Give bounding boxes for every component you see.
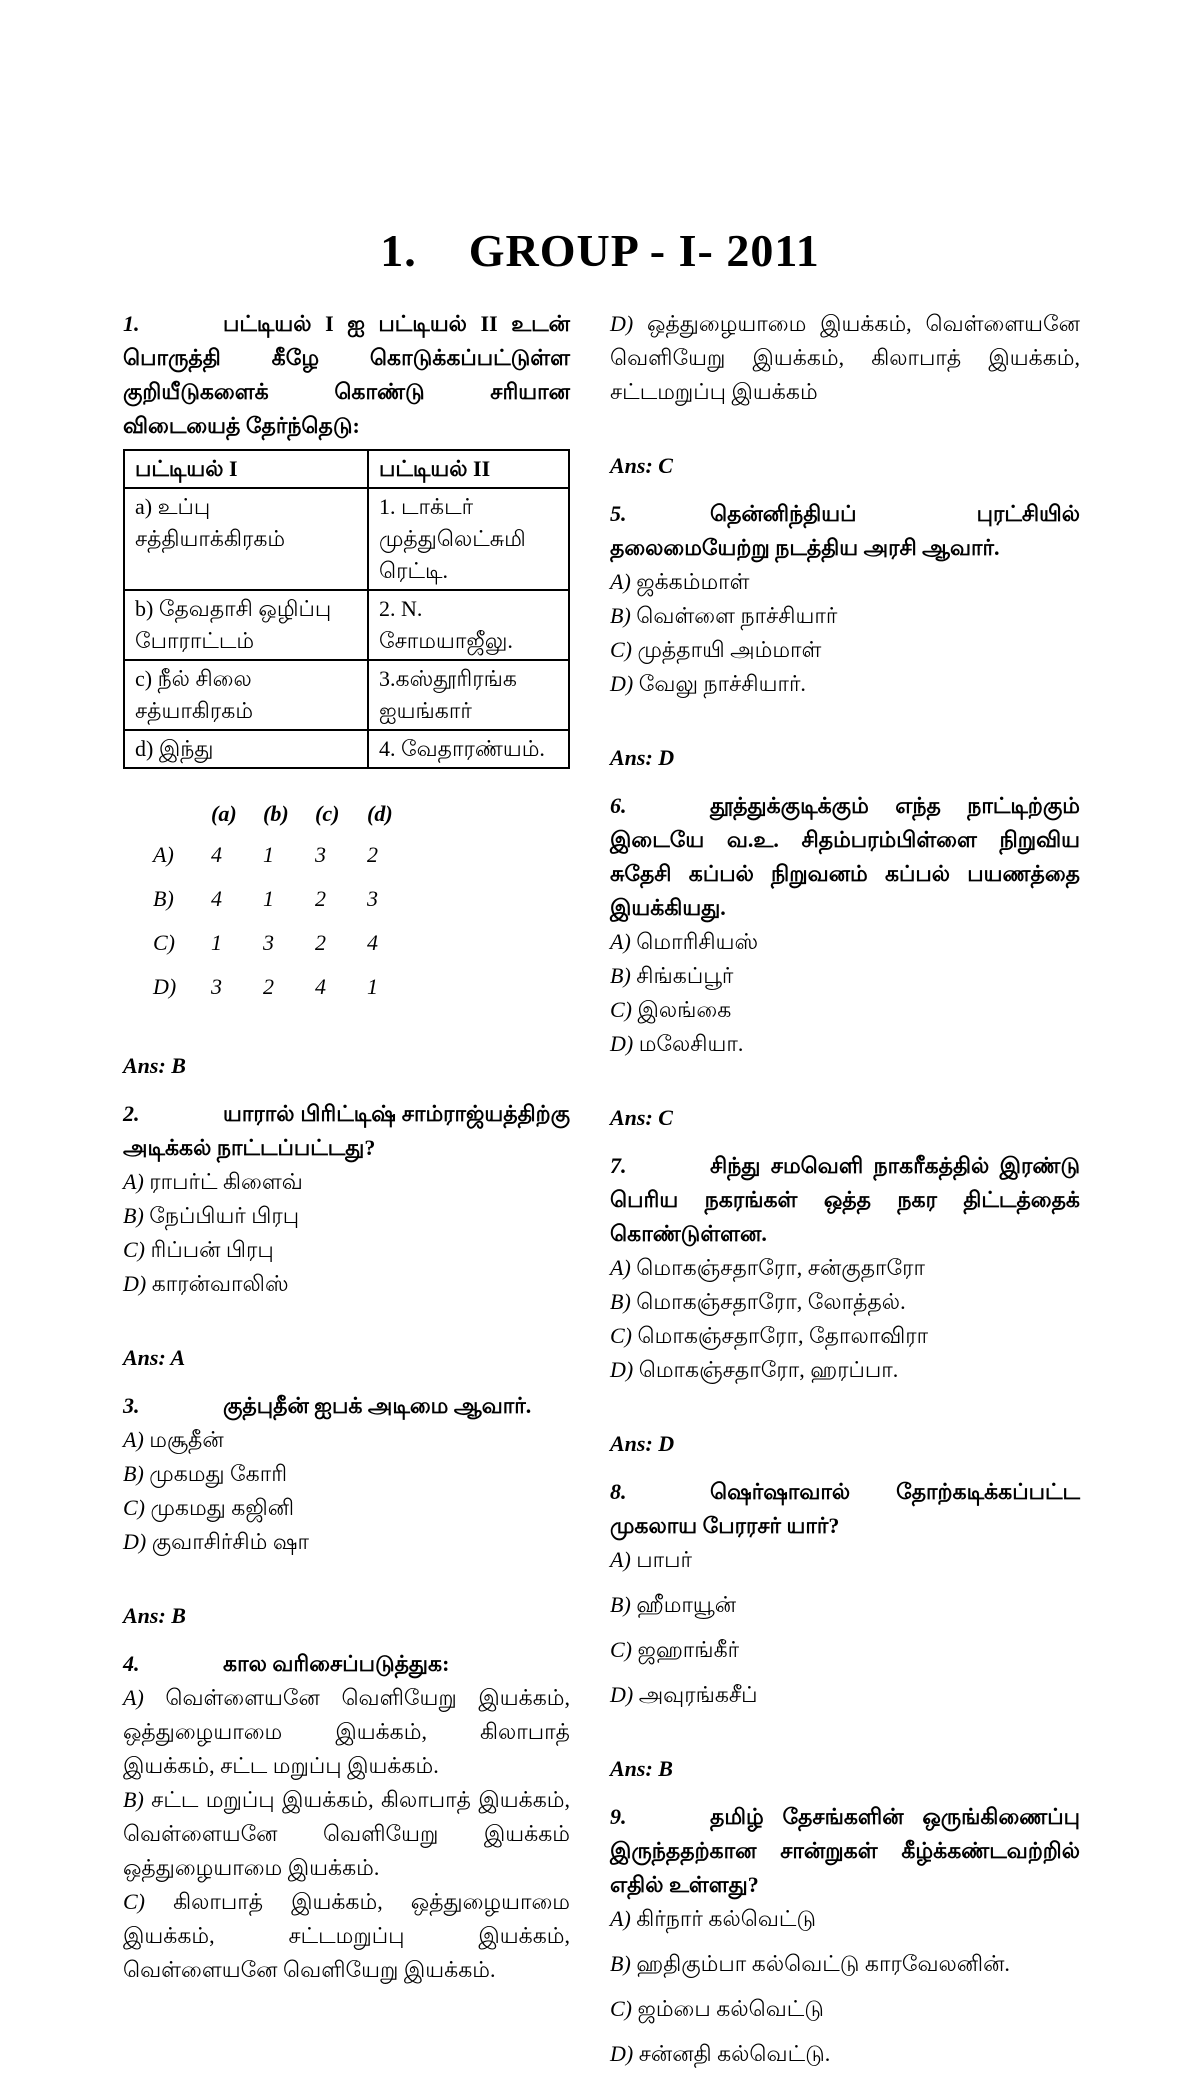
option bbox=[610, 959, 1080, 993]
matrix-row bbox=[153, 965, 419, 1009]
option bbox=[610, 1353, 1080, 1387]
matrix-header: (a) bbox=[211, 801, 237, 826]
option-text: காரன்வாலிஸ் bbox=[151, 1271, 289, 1296]
option-text: வெள்ளை நாச்சியார் bbox=[636, 603, 838, 628]
option-label: C) bbox=[610, 1323, 632, 1348]
question-number: 3. bbox=[123, 1393, 140, 1418]
match-table-header-list2: பட்டியல் II bbox=[368, 450, 569, 488]
option bbox=[123, 1423, 570, 1457]
matrix-header: (c) bbox=[315, 801, 340, 826]
answer-line: Ans: B bbox=[123, 1053, 186, 1078]
option-text: முத்தாயி அம்மாள் bbox=[637, 637, 822, 662]
match-cell: c) நீல் சிலை சத்யாகிரகம் bbox=[124, 660, 368, 730]
matrix-row-label: A) bbox=[153, 842, 174, 867]
option-text: மொகஞ்சதாரோ, லோத்தல். bbox=[636, 1289, 906, 1314]
option-text: மொரிசியஸ் bbox=[636, 929, 759, 954]
option-text: ஒத்துழையாமை இயக்கம், வெள்ளையனே வெளியேறு இயக்கம், கிலாபாத் இயக்கம், சட்டமறுப்பு இயக்கம் bbox=[610, 311, 1081, 404]
question-8 bbox=[610, 1475, 1080, 1786]
question-text: தூத்துக்குடிக்கும் எந்த நாட்டிற்கும் இடையே வ.உ. சிதம்பரம்பிள்ளை நிறுவிய சுதேசி கப்பல் நிறுவனம் கப்பல் பயணத்தை இயக்கியது. bbox=[610, 793, 1080, 920]
option bbox=[610, 565, 1080, 599]
option-label: A) bbox=[610, 1906, 631, 1931]
matrix-row bbox=[153, 877, 419, 921]
match-table-header-list1: பட்டியல் I bbox=[124, 450, 368, 488]
option-text: மொகஞ்சதாரோ, தோலாவிரா bbox=[637, 1323, 929, 1348]
matrix-value: 4 bbox=[211, 842, 222, 867]
option-text: முகமது கோரி bbox=[149, 1461, 288, 1486]
answer-line: Ans: C bbox=[610, 453, 673, 478]
option-text: ஜம்பை கல்வெட்டு bbox=[637, 1996, 824, 2021]
option-label: B) bbox=[123, 1461, 144, 1486]
option bbox=[123, 1525, 570, 1559]
question-4-continued bbox=[610, 307, 1080, 483]
option bbox=[610, 1251, 1080, 1285]
option-label: D) bbox=[610, 311, 634, 336]
option-text: வெள்ளையனே வெளியேறு இயக்கம், ஒத்துழையாமை இயக்கம், கிலாபாத் இயக்கம், சட்ட மறுப்பு இயக்கம். bbox=[123, 1685, 570, 1778]
question-4 bbox=[123, 1647, 570, 1987]
option-label: A) bbox=[123, 1427, 144, 1452]
match-table-row bbox=[124, 488, 569, 590]
option-label: C) bbox=[610, 1637, 632, 1662]
option bbox=[123, 1457, 570, 1491]
question-text: பட்டியல் I ஐ பட்டியல் II உடன் பொருத்தி கீழே கொடுக்கப்பட்டுள்ள குறியீடுகளைக் கொண்டு சரியான விடையைத் தேர்ந்தெடு: bbox=[123, 311, 570, 438]
matrix-row-label: D) bbox=[153, 974, 177, 999]
matrix-header-row bbox=[153, 795, 419, 833]
question-6-head bbox=[610, 789, 1080, 925]
question-3-head bbox=[123, 1389, 570, 1423]
option-text: ராபர்ட் கிளைவ் bbox=[149, 1169, 303, 1194]
option-label: D) bbox=[610, 1031, 634, 1056]
question-6 bbox=[610, 789, 1080, 1135]
option-label: C) bbox=[610, 997, 632, 1022]
option-text: மலேசியா. bbox=[638, 1031, 744, 1056]
option-text: ரிப்பன் பிரபு bbox=[150, 1237, 274, 1262]
option-text: ஹீமாயூன் bbox=[636, 1592, 737, 1617]
option-text: முகமது கஜினி bbox=[150, 1495, 295, 1520]
option-text: சிங்கப்பூர் bbox=[636, 963, 734, 988]
match-table bbox=[123, 449, 570, 769]
option-label: D) bbox=[123, 1271, 147, 1296]
option bbox=[123, 1165, 570, 1199]
match-cell: 3.கஸ்தூரிரங்க ஐயங்கார் bbox=[368, 660, 569, 730]
question-3 bbox=[123, 1389, 570, 1633]
option-text: ஜக்கம்மாள் bbox=[636, 569, 750, 594]
option-text: மொகஞ்சதாரோ, சன்குதாரோ bbox=[636, 1255, 926, 1280]
option bbox=[610, 633, 1080, 667]
option-label: C) bbox=[123, 1495, 145, 1520]
option bbox=[610, 1992, 1080, 2026]
option bbox=[610, 1285, 1080, 1319]
option bbox=[610, 1543, 1080, 1577]
option-label: B) bbox=[610, 603, 631, 628]
question-number: 4. bbox=[123, 1651, 140, 1676]
option bbox=[610, 1027, 1080, 1061]
match-cell: d) இந்து bbox=[124, 730, 368, 768]
question-2 bbox=[123, 1097, 570, 1375]
option bbox=[610, 307, 1080, 409]
option-label: A) bbox=[610, 569, 631, 594]
option-label: B) bbox=[610, 963, 631, 988]
option-label: C) bbox=[123, 1889, 145, 1914]
option-label: C) bbox=[610, 1996, 632, 2021]
option bbox=[610, 667, 1080, 701]
question-4-head bbox=[123, 1647, 570, 1681]
option-text: நேப்பியர் பிரபு bbox=[149, 1203, 300, 1228]
question-7-head bbox=[610, 1149, 1080, 1251]
option bbox=[610, 599, 1080, 633]
option bbox=[610, 1319, 1080, 1353]
match-table-row bbox=[124, 590, 569, 660]
option-text: சன்னதி கல்வெட்டு. bbox=[638, 2041, 831, 2066]
option-text: வேலு நாச்சியார். bbox=[638, 671, 806, 696]
option bbox=[610, 1947, 1080, 1981]
option-label: B) bbox=[610, 1951, 631, 1976]
question-5-head bbox=[610, 497, 1080, 565]
option-text: மசூதீன் bbox=[149, 1427, 224, 1452]
matrix-header: (d) bbox=[367, 801, 393, 826]
matrix-value: 3 bbox=[367, 886, 378, 911]
question-number: 8. bbox=[610, 1479, 627, 1504]
matrix-row-label: B) bbox=[153, 886, 174, 911]
question-number: 5. bbox=[610, 501, 627, 526]
option-text: பாபர் bbox=[636, 1547, 692, 1572]
answer-line: Ans: B bbox=[610, 1756, 673, 1781]
matrix-row-label: C) bbox=[153, 930, 175, 955]
matrix-row bbox=[153, 921, 419, 965]
page-title-text: GROUP - I- 2011 bbox=[468, 225, 820, 276]
option-label: B) bbox=[610, 1592, 631, 1617]
question-text: தமிழ் தேசங்களின் ஒருங்கிணைப்பு இருந்ததற்கான சான்றுகள் கீழ்க்கண்டவற்றில் எதில் உள்ளது? bbox=[610, 1804, 1080, 1897]
question-text: தென்னிந்தியப் புரட்சியில் தலைமையேற்று நடத்திய அரசி ஆவார். bbox=[610, 501, 1080, 560]
question-number: 7. bbox=[610, 1153, 627, 1178]
right-column bbox=[610, 307, 1080, 2082]
question-9-head bbox=[610, 1800, 1080, 1902]
question-number: 1. bbox=[123, 311, 140, 336]
option-text: குவாசிர்சிம் ஷா bbox=[151, 1529, 309, 1554]
option-label: D) bbox=[610, 1357, 634, 1382]
match-cell: 4. வேதாரண்யம். bbox=[368, 730, 569, 768]
match-cell: 1. டாக்டர் முத்துலெட்சுமி ரெட்டி. bbox=[368, 488, 569, 590]
answer-line: Ans: D bbox=[610, 1431, 675, 1456]
option-label: B) bbox=[123, 1203, 144, 1228]
question-number: 6. bbox=[610, 793, 627, 818]
matrix-value: 3 bbox=[263, 930, 274, 955]
matrix-value: 2 bbox=[367, 842, 378, 867]
page-title-number: 1. bbox=[380, 225, 417, 276]
option-label: A) bbox=[610, 1255, 631, 1280]
option-label: C) bbox=[610, 637, 632, 662]
option bbox=[123, 1681, 570, 1783]
question-number: 9. bbox=[610, 1804, 627, 1829]
option-text: கிலாபாத் இயக்கம், ஒத்துழையாமை இயக்கம், சட்டமறுப்பு இயக்கம், வெள்ளையனே வெளியேறு இயக்கம். bbox=[123, 1889, 571, 1982]
option bbox=[123, 1233, 570, 1267]
matrix-value: 3 bbox=[315, 842, 326, 867]
matrix-header: (b) bbox=[263, 801, 289, 826]
answer-line: Ans: A bbox=[123, 1345, 186, 1370]
question-text: யாரால் பிரிட்டிஷ் சாம்ராஜ்யத்திற்கு அடிக்கல் நாட்டப்பட்டது? bbox=[123, 1101, 570, 1160]
question-text: கால வரிசைப்படுத்துக: bbox=[223, 1651, 450, 1676]
option bbox=[610, 1902, 1080, 1936]
option-text: இலங்கை bbox=[637, 997, 732, 1022]
option-text: சட்ட மறுப்பு இயக்கம், கிலாபாத் இயக்கம், வெள்ளையனே வெளியேறு இயக்கம் ஒத்துழையாமை இயக்கம். bbox=[123, 1787, 571, 1880]
option bbox=[123, 1783, 570, 1885]
question-8-head bbox=[610, 1475, 1080, 1543]
option-label: B) bbox=[123, 1787, 144, 1812]
question-9 bbox=[610, 1800, 1080, 2071]
matrix-value: 1 bbox=[263, 886, 274, 911]
left-column bbox=[123, 307, 570, 2082]
option-label: D) bbox=[610, 1682, 634, 1707]
option-label: A) bbox=[610, 929, 631, 954]
matrix-corner bbox=[153, 795, 211, 833]
two-column-layout bbox=[123, 307, 1080, 2082]
answer-line: Ans: B bbox=[123, 1603, 186, 1628]
matrix-value: 4 bbox=[367, 930, 378, 955]
option-label: D) bbox=[610, 2041, 634, 2066]
matrix-value: 1 bbox=[263, 842, 274, 867]
question-2-head bbox=[123, 1097, 570, 1165]
question-number: 2. bbox=[123, 1101, 140, 1126]
match-cell: a) உப்பு சத்தியாக்கிரகம் bbox=[124, 488, 368, 590]
option-text: மொகஞ்சதாரோ, ஹரப்பா. bbox=[638, 1357, 899, 1382]
option bbox=[610, 993, 1080, 1027]
option bbox=[123, 1199, 570, 1233]
matrix-value: 4 bbox=[315, 974, 326, 999]
question-text: ஷெர்ஷாவால் தோற்கடிக்கப்பட்ட முகலாய பேரரசர் யார்? bbox=[610, 1479, 1080, 1538]
option bbox=[610, 925, 1080, 959]
question-1-head bbox=[123, 307, 570, 443]
question-7 bbox=[610, 1149, 1080, 1461]
question-1 bbox=[123, 307, 570, 1083]
matrix-value: 2 bbox=[263, 974, 274, 999]
option bbox=[610, 1633, 1080, 1667]
match-table-header-row bbox=[124, 450, 569, 488]
match-table-row bbox=[124, 660, 569, 730]
matrix-value: 1 bbox=[211, 930, 222, 955]
question-text: குத்புதீன் ஐபக் அடிமை ஆவார். bbox=[223, 1393, 532, 1418]
answer-line: Ans: C bbox=[610, 1105, 673, 1130]
page-title bbox=[0, 225, 1200, 277]
option-label: D) bbox=[610, 671, 634, 696]
matrix-value: 2 bbox=[315, 886, 326, 911]
option-label: A) bbox=[610, 1547, 631, 1572]
option bbox=[610, 1588, 1080, 1622]
option-label: D) bbox=[123, 1529, 147, 1554]
matrix-value: 3 bbox=[211, 974, 222, 999]
matrix-value: 1 bbox=[367, 974, 378, 999]
answer-code-matrix bbox=[153, 795, 419, 1009]
option-text: ஜஹாங்கீர் bbox=[637, 1637, 740, 1662]
option bbox=[610, 2037, 1080, 2071]
option-label: A) bbox=[123, 1685, 144, 1710]
option bbox=[610, 1678, 1080, 1712]
match-cell: 2. N. சோமயாஜீலு. bbox=[368, 590, 569, 660]
option-text: கிர்நார் கல்வெட்டு bbox=[636, 1906, 817, 1931]
match-table-row bbox=[124, 730, 569, 768]
matrix-row bbox=[153, 833, 419, 877]
option bbox=[123, 1491, 570, 1525]
option-text: அவுரங்கசீப் bbox=[638, 1682, 758, 1707]
option-text: ஹதிகும்பா கல்வெட்டு காரவேலனின். bbox=[636, 1951, 1010, 1976]
option bbox=[123, 1267, 570, 1301]
matrix-value: 2 bbox=[315, 930, 326, 955]
matrix-value: 4 bbox=[211, 886, 222, 911]
option bbox=[123, 1885, 570, 1987]
match-cell: b) தேவதாசி ஒழிப்பு போராட்டம் bbox=[124, 590, 368, 660]
answer-line: Ans: D bbox=[610, 745, 675, 770]
question-5 bbox=[610, 497, 1080, 775]
option-label: B) bbox=[610, 1289, 631, 1314]
question-text: சிந்து சமவெளி நாகரீகத்தில் இரண்டு பெரிய நகரங்கள் ஒத்த நகர திட்டத்தைக் கொண்டுள்ளன. bbox=[610, 1153, 1080, 1246]
option-label: C) bbox=[123, 1237, 145, 1262]
option-label: A) bbox=[123, 1169, 144, 1194]
